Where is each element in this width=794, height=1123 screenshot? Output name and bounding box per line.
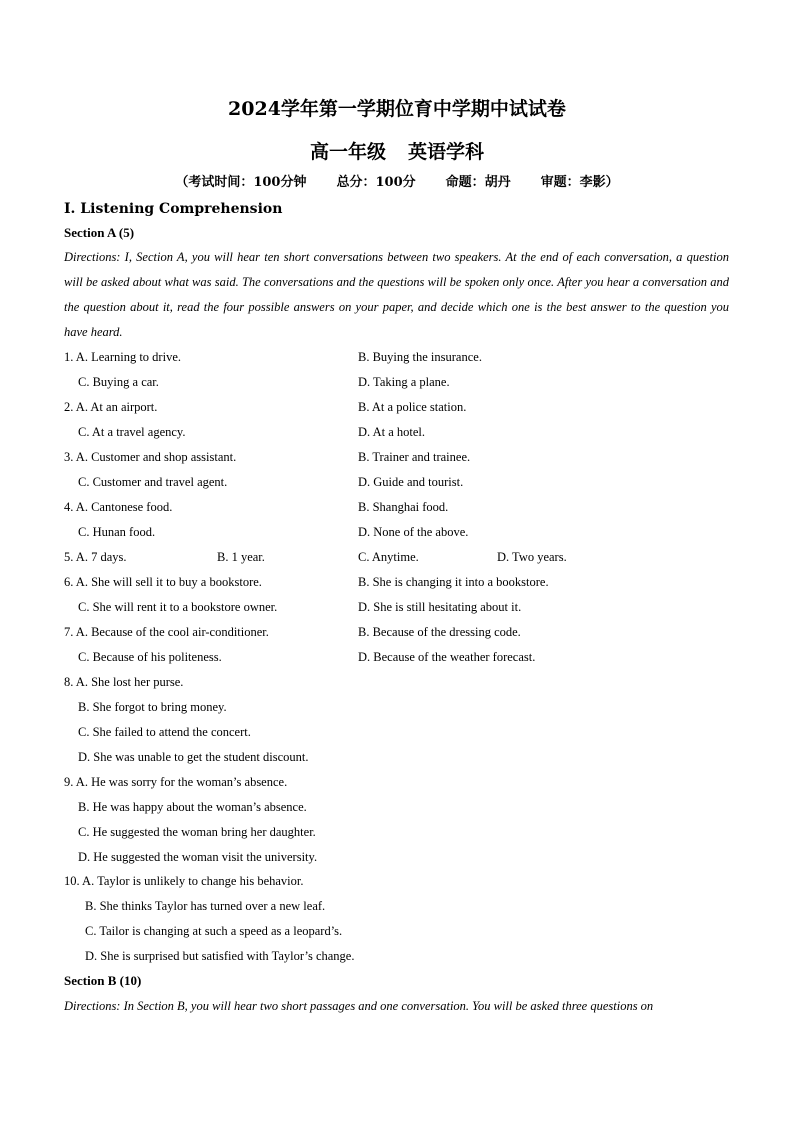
grade-subject-line [0, 139, 794, 165]
q9-option-a: 9. A. He was sorry for the woman’s absence. [64, 775, 288, 789]
q3-option-b: B. Trainer and trainee. [358, 450, 471, 464]
q2-option-a: 2. A. At an airport. [64, 400, 158, 414]
q2-option-b: B. At a police station. [358, 400, 467, 414]
q8-option-a: 8. A. She lost her purse. [64, 675, 184, 689]
q2-option-c: C. At a travel agency. [78, 425, 186, 439]
q7-option-b: B. Because of the dressing code. [358, 625, 521, 639]
q3-option-d: D. Guide and tourist. [358, 475, 464, 489]
exam-time: （考试时间：100分钟 [175, 175, 307, 190]
q1-option-c: C. Buying a car. [78, 375, 159, 389]
q10-option-d: D. She is surprised but satisfied with Taylor’s change. [85, 949, 355, 963]
q8-option-d: D. She was unable to get the student discount. [78, 750, 309, 764]
q4-option-d: D. None of the above. [358, 525, 469, 539]
q6-option-c: C. She will rent it to a bookstore owner. [78, 600, 278, 614]
q9-option-d: D. He suggested the woman visit the university. [78, 850, 318, 864]
q8-option-b: B. She forgot to bring money. [78, 700, 227, 714]
q9-option-b: B. He was happy about the woman’s absence. [78, 800, 307, 814]
q6-option-d: D. She is still hesitating about it. [358, 600, 522, 614]
q5-option-c: C. Anytime. [358, 550, 419, 564]
subject-label: 英语学科 [408, 141, 485, 163]
exam-info [0, 174, 794, 192]
q10-option-b: B. She thinks Taylor has turned over a new leaf. [85, 899, 326, 913]
q6-option-a: 6. A. She will sell it to buy a bookstore. [64, 575, 262, 589]
q5-option-d: D. Two years. [497, 550, 567, 564]
part-title-listening: Ⅰ. Listening Comprehension [64, 201, 283, 217]
section-b-title: Section B (10) [64, 973, 142, 988]
q1-option-d: D. Taking a plane. [358, 375, 450, 389]
q8-option-c: C. She failed to attend the concert. [78, 725, 251, 739]
q1-option-a: 1. A. Learning to drive. [64, 350, 181, 364]
q3-option-a: 3. A. Customer and shop assistant. [64, 450, 237, 464]
q10-option-a: 10. A. Taylor is unlikely to change his behavior. [64, 874, 304, 888]
q4-option-a: 4. A. Cantonese food. [64, 500, 173, 514]
grade-label: 高一年级 [309, 141, 386, 163]
q10-option-c: C. Tailor is changing at such a speed as a leopard’s. [85, 924, 343, 938]
q5-option-a: 5. A. 7 days. [64, 550, 127, 564]
section-a-title: Section A (5) [64, 225, 135, 240]
exam-title: 2024学年第一学期位育中学期中试试卷 [228, 98, 566, 120]
q4-option-c: C. Hunan food. [78, 525, 156, 539]
q3-option-c: C. Customer and travel agent. [78, 475, 228, 489]
exam-author: 命题：胡丹 [445, 175, 511, 190]
q5-option-b: B. 1 year. [217, 550, 265, 564]
q7-option-c: C. Because of his politeness. [78, 650, 222, 664]
q6-option-b: B. She is changing it into a bookstore. [358, 575, 549, 589]
q9-option-c: C. He suggested the woman bring her daughter. [78, 825, 316, 839]
q2-option-d: D. At a hotel. [358, 425, 426, 439]
section-a-directions: Directions: I, Section A, you will hear ten short conversations between two speakers. At the end of each conversation, a question will be asked about what was said. The conversations and the questions will be spoken only once. After you hear a conversation and the question about it, read the four possible answers on your paper, and decide which one is the best answer to the question you have heard. [64, 250, 729, 339]
exam-reviewer: 审题：李影） [540, 175, 619, 190]
q7-option-d: D. Because of the weather forecast. [358, 650, 536, 664]
exam-total-score: 总分：100分 [336, 175, 416, 190]
q7-option-a: 7. A. Because of the cool air-conditioner. [64, 625, 269, 639]
q1-option-b: B. Buying the insurance. [358, 350, 482, 364]
section-b-directions: Directions: In Section B, you will hear two short passages and one conversation. You will be asked three questions on [64, 999, 654, 1013]
q4-option-b: B. Shanghai food. [358, 500, 449, 514]
